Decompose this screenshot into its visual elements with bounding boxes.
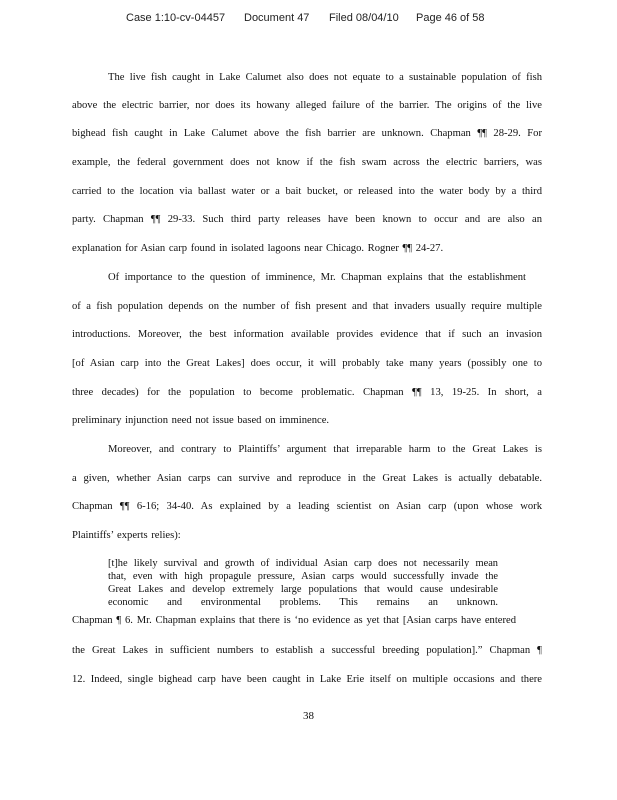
paragraph-line: bighead fish caught in Lake Calumet above the fish barrier are unknown. Chapman ¶¶ 28-29. For	[72, 128, 542, 139]
page-number: 38	[303, 710, 314, 722]
block-quote-line: [t]he likely survival and growth of individual Asian carp does not necessarily mean	[108, 558, 498, 569]
paragraph-line: Chapman ¶ 6. Mr. Chapman explains that there is ‘no evidence as yet that [Asian carps have entered	[72, 615, 516, 626]
paragraph-line: three decades) for the population to become problematic. Chapman ¶¶ 13, 19-25. In short, a	[72, 387, 542, 398]
paragraph-line: introductions. Moreover, the best information available provides evidence that if such an invasion	[72, 329, 542, 340]
paragraph-line: above the electric barrier, nor does its howany alleged failure of the barrier. The origins of the live	[72, 100, 542, 111]
paragraph-line: explanation for Asian carp found in isolated lagoons near Chicago. Rogner ¶¶ 24-27.	[72, 243, 444, 254]
paragraph-line: [of Asian carp into the Great Lakes] does occur, it will probably take many years (possibly one to	[72, 358, 542, 369]
paragraph-line: Chapman ¶¶ 6-16; 34-40. As explained by a leading scientist on Asian carp (upon whose work	[72, 501, 542, 512]
paragraph-line: of a fish population depends on the number of fish present and that invaders usually require multiple	[72, 301, 542, 312]
page-count: Page 46 of 58	[416, 12, 485, 24]
paragraph-line: preliminary injunction need not issue based on imminence.	[72, 415, 330, 426]
paragraph-line: a given, whether Asian carps can survive and reproduce in the Great Lakes is actually debatable.	[72, 473, 542, 484]
paragraph-line: The live fish caught in Lake Calumet also does not equate to a sustainable population of fish	[108, 72, 542, 83]
block-quote-line: economic and environmental problems. This remains an unknown.	[108, 597, 498, 608]
paragraph-line: Moreover, and contrary to Plaintiffs’ argument that irreparable harm to the Great Lakes is	[108, 444, 542, 455]
case-number: Case 1:10-cv-04457	[126, 12, 226, 24]
paragraph-line: carried to the location via ballast water or a bait bucket, or released into the water body by a third	[72, 186, 542, 197]
paragraph-line: 12. Indeed, single bighead carp have been caught in Lake Erie itself on multiple occasions and there	[72, 674, 542, 685]
paragraph-line: Plaintiffs’ experts relies):	[72, 530, 181, 541]
paragraph-line: the Great Lakes in sufficient numbers to establish a successful breeding population].” Chapman ¶	[72, 645, 542, 656]
paragraph-line: Of importance to the question of imminence, Mr. Chapman explains that the establishment	[108, 272, 526, 283]
block-quote-line: that, even with high propagule pressure, Asian carps would successfully invade the	[108, 571, 498, 582]
filed-date: Filed 08/04/10	[329, 12, 399, 24]
document-number: Document 47	[244, 12, 310, 24]
paragraph-line: example, the federal government does not know if the fish swam across the electric barriers, was	[72, 157, 542, 168]
block-quote-line: Great Lakes and develop extremely large populations that would cause undesirable	[108, 584, 498, 595]
paragraph-line: party. Chapman ¶¶ 29-33. Such third party releases have been known to occur and are also an	[72, 214, 542, 225]
